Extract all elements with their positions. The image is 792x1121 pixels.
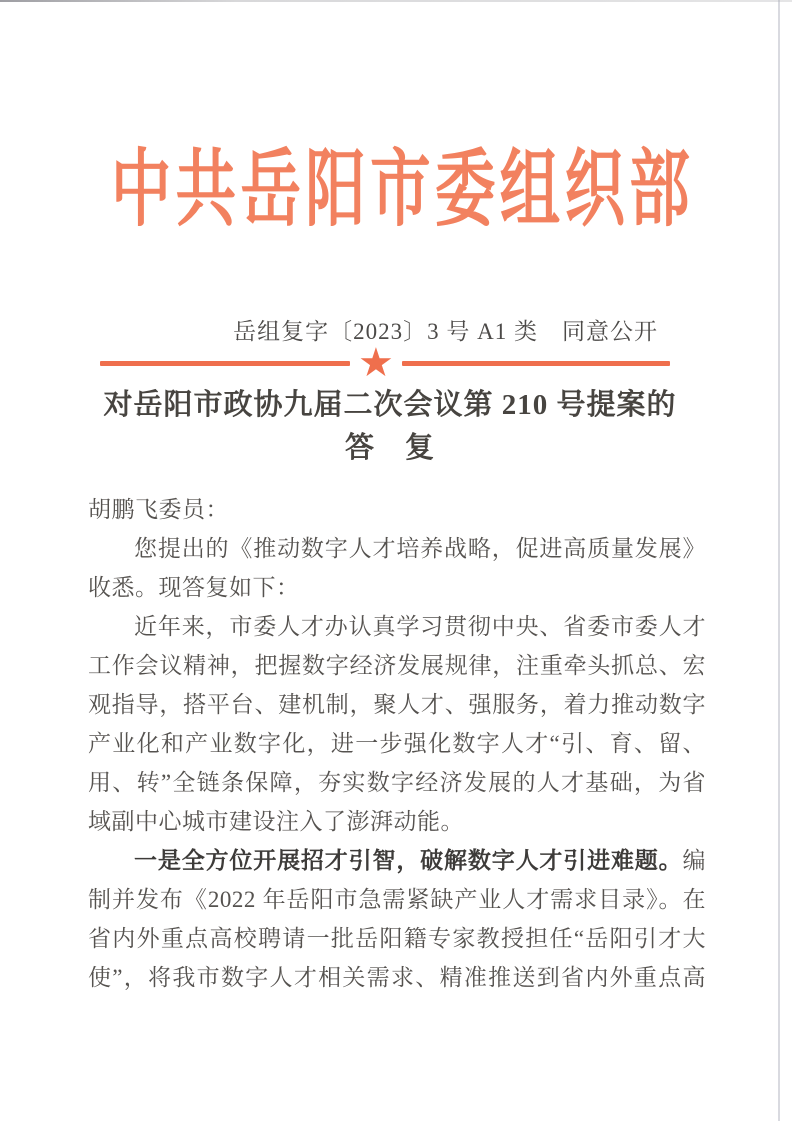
body-text-line: 使”，将我市数字人才相关需求、精准推送到省内外重点高 [88, 965, 706, 990]
body-text-line: 您提出的《推动数字人才培养战略，促进高质量发展》 [134, 536, 706, 561]
body-text-line: 胡鹏飞委员： [88, 497, 229, 522]
document-title-line1: 对岳阳市政协九届二次会议第 210 号提案的 [103, 389, 677, 421]
star-icon: ★ [358, 340, 394, 386]
header-separator [100, 340, 670, 386]
bold-emphasis-text: 一是全方位开展招才引智，破解数字人才引进难题。 [134, 847, 683, 873]
body-text-line: 近年来，市委人才办认真学习贯彻中央、省委市委人才 [134, 614, 706, 639]
body-text-line: 工作会议精神，把握数字经济发展规律，注重牵头抓总、宏 [88, 653, 706, 678]
scan-edge-right [778, 0, 780, 1121]
document-body [88, 490, 706, 997]
issuing-org-title: 中共岳阳市委组织部 [110, 144, 695, 237]
body-text-line: 收悉。现答复如下： [88, 575, 300, 600]
body-text-line: 产业化和产业数字化，进一步强化数字人才“引、育、留、 [88, 731, 706, 756]
document-title-line2: 答 复 [344, 432, 435, 464]
scan-edge-top [0, 0, 792, 2]
body-text-line: 域副中心城市建设注入了澎湃动能。 [88, 809, 464, 834]
body-text-line: 制并发布《2022 年岳阳市急需紧缺产业人才需求目录》。在 [88, 887, 706, 912]
document-title [85, 384, 695, 470]
body-text-line: 用、转”全链条保障，夯实数字经济发展的人才基础，为省 [88, 770, 706, 795]
body-text-line: 一是全方位开展招才引智，破解数字人才引进难题。编 [134, 847, 706, 873]
document-number: 岳组复字〔2023〕3 号 A1 类 同意公开 [233, 319, 658, 344]
body-text-line: 观指导，搭平台、建机制，聚人才、强服务，着力推动数字 [88, 692, 706, 717]
body-text-line: 省内外重点高校聘请一批岳阳籍专家教授担任“岳阳引才大 [88, 926, 706, 951]
separator-line-left [100, 361, 350, 366]
separator-line-right [402, 361, 670, 366]
